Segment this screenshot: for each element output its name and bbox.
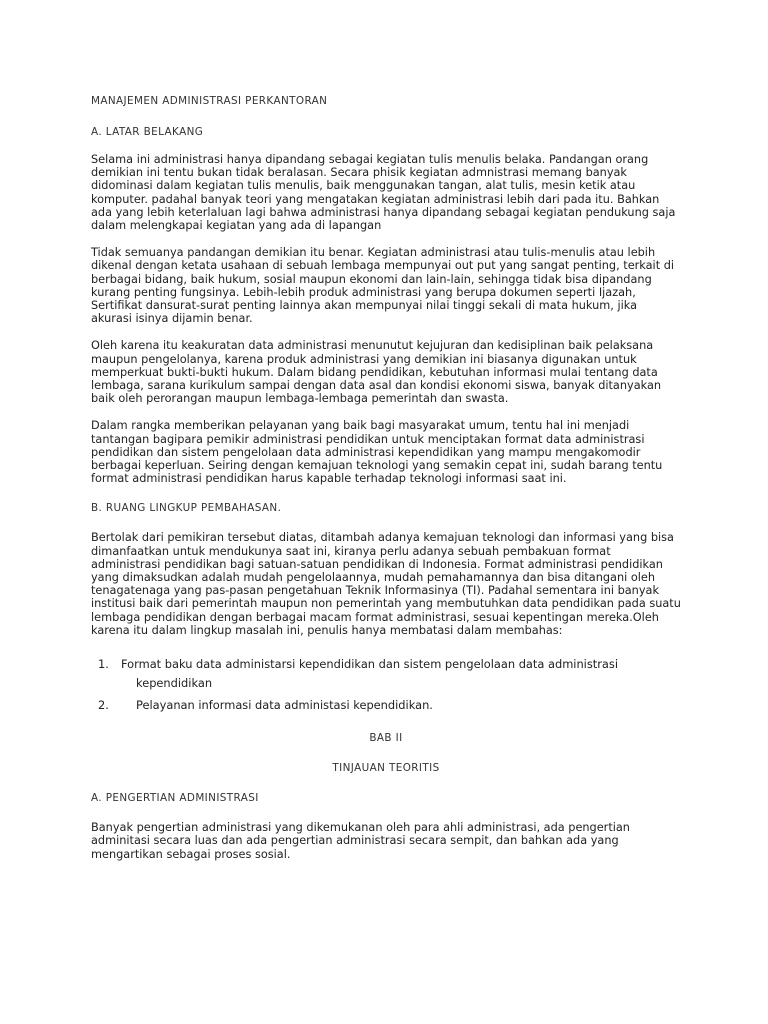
list-text: Format baku data administarsi kependidikan dan sistem pengelolaan data administrasi kependidikan xyxy=(121,657,618,691)
chapter-label: BAB II xyxy=(369,732,403,745)
heading-latar-belakang: A. LATAR BELAKANG xyxy=(91,126,204,138)
list-number: 2. xyxy=(98,698,109,713)
paragraph: Tidak semuanya pandangan demikian itu benar. Kegiatan administrasi atau tulis-menulis atau lebih dikenal dengan ketata usahaan di sebuah lembaga mempunyai out put yang sangat penting, terkait di berbagai bidang, baik hukum, sosial maupun ekonomi dan lain-lain, sehingga tidak bisa dipandang kurang penting fungsinya. Lebih-lebih produk administrasi yang berupa dokumen seperti Ijazah, Sertifikat dansurat-surat penting lainnya akan mempunyai nilai tinggi sekali di mata hukum, jika akurasi isinya dijamin benar. xyxy=(91,246,675,326)
document-title: MANAJEMEN ADMINISTRASI PERKANTORAN xyxy=(91,95,328,107)
paragraph: Oleh karena itu keakuratan data administrasi menunutut kejujuran dan kedisiplinan baik pelaksana maupun pengelolanya, karena produk administrasi yang demikian ini biasanya digunakan untuk memperkuat bukti-bukti hukum. Dalam bidang pendidikan, kebutuhan informasi mulai tentang data lembaga, sarana kurikulum sampai dengan data asal dan kondisi ekonomi siswa, banyak ditanyakan baik oleh perorangan maupun lembaga-lembaga pemerintah dan swasta. xyxy=(91,339,662,406)
numbered-list xyxy=(91,655,681,715)
paragraph: Dalam rangka memberikan pelayanan yang baik bagi masyarakat umum, tentu hal ini menjadi tantangan bagipara pemikir administrasi pendidikan untuk menciptakan format data administrasi pendidikan dan sistem pengelolaan data administrasi kependidikan yang mampu mengakomodir berbagai keperluan. Seiring dengan kemajuan teknologi yang semakin cepat ini, sudah barang tentu format administrasi pendidikan harus kapable terhadap teknologi informasi saat ini. xyxy=(91,419,663,486)
chapter-title: TINJAUAN TEORITIS xyxy=(332,762,440,775)
list-item xyxy=(91,696,681,715)
paragraph: Selama ini administrasi hanya dipandang sebagai kegiatan tulis menulis belaka. Pandangan orang demikian ini tentu bukan tidak beralasan. Secara phisik kegiatan admnistrasi memang banyak didominasi dalam kegiatan tulis menulis, baik menggunakan tangan, alat tulis, mesin ketik atau komputer. padahal banyak teori yang mengatakan kegiatan administrasi lebih dari pada itu. Bahkan ada yang lebih keterlaluan lagi bahwa administrasi hanya dipandang sebagai kegiatan pendukung saja dalam melengkapai kegiatan yang ada di lapangan xyxy=(91,153,676,233)
heading-pengertian: A. PENGERTIAN ADMINISTRASI xyxy=(91,792,259,805)
paragraph: Banyak pengertian administrasi yang dikemukanan oleh para ahli administrasi, ada pengertian adminitasi secara luas dan ada pengertian administrasi secara sempit, dan bahkan ada yang mengartikan sebagai proses sosial. xyxy=(91,821,630,861)
list-number: 1. xyxy=(98,657,109,672)
list-item xyxy=(91,655,681,693)
document-body xyxy=(91,94,681,861)
heading-ruang-lingkup: B. RUANG LINGKUP PEMBAHASAN. xyxy=(91,502,282,515)
paragraph: Bertolak dari pemikiran tersebut diatas, ditambah adanya kemajuan teknologi dan informasi yang bisa dimanfaatkan untuk mendukunya saat ini, kiranya perlu adanya sebuah pembakuan format administrasi pendidikan bagi satuan-satuan pendidikan di Indonesia. Format administrasi pendidikan yang dimaksudkan adalah mudah pengelolaannya, mudah pemahamannya dan bisa ditangani oleh tenagatenaga yang pas-pasan pengetahuan Teknik Informasinya (TI). Padahal sementara ini banyak institusi baik dari pemerintah maupun non pemerintah yang membutuhkan data pendidikan pada suatu lembaga pendidikan dengan berbagai macam format administrasi, sesuai kepentingan mereka.Oleh karena itu dalam lingkup masalah ini, penulis hanya membatasi dalam membahas: xyxy=(91,531,681,637)
list-text: Pelayanan informasi data administasi kependidikan. xyxy=(136,698,433,713)
